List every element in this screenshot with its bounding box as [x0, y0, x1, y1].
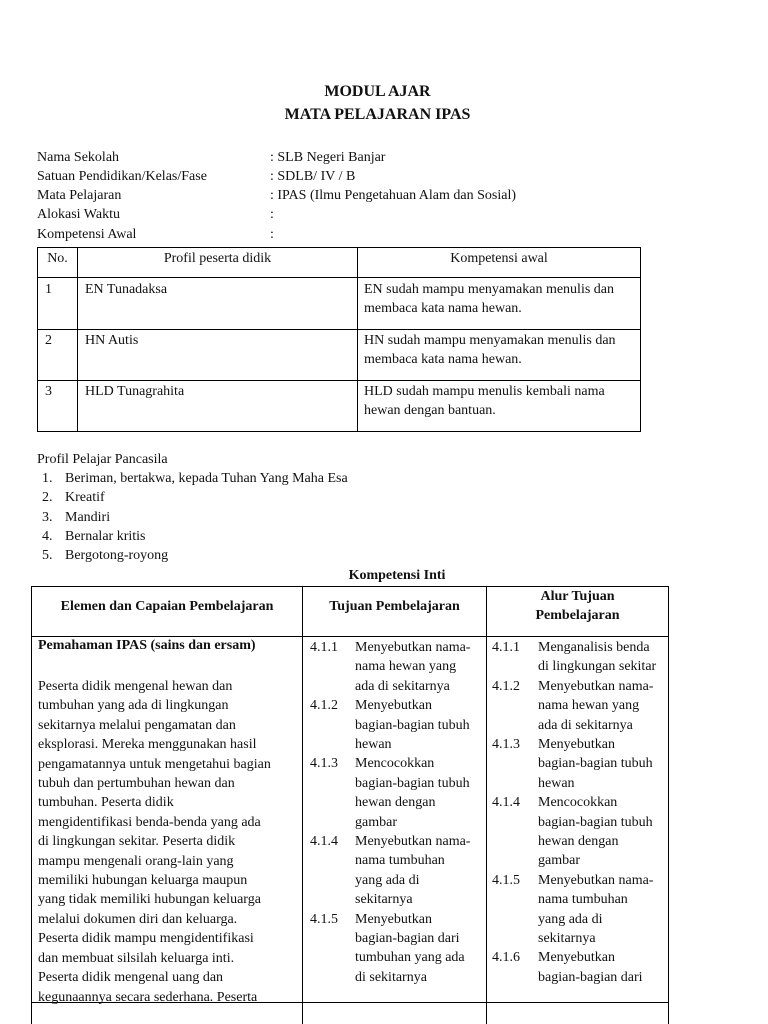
element-title: Pemahaman IPAS (sains dan ersam) [38, 638, 256, 653]
list-item [42, 548, 168, 564]
objective-item [310, 754, 486, 832]
objective-number: 4.1.6 [492, 950, 520, 966]
objective-number: 4.1.3 [310, 756, 338, 772]
objective-item [492, 871, 668, 949]
row-number: 1 [45, 282, 52, 297]
objective-item [310, 638, 486, 696]
objective-item [492, 638, 668, 677]
objective-text: bagian-bagian tubuh [355, 775, 470, 791]
element-line: Peserta didik mampu mengidentifikasi [38, 931, 254, 947]
table-border [77, 247, 78, 432]
objective-number: 4.1.5 [310, 911, 338, 927]
list-item [42, 529, 145, 545]
element-line: yang tidak memiliki hubungan keluarga [38, 892, 261, 908]
element-line: Peserta didik mengenal uang dan [38, 970, 224, 986]
table-border [37, 247, 641, 248]
objective-number: 4.1.1 [310, 640, 338, 655]
objective-text: hewan dengan [538, 833, 619, 849]
identity-label: Kompetensi Awal [37, 227, 137, 242]
element-description [38, 677, 300, 1007]
list-item [42, 471, 348, 487]
competency-line: EN sudah mampu menyamakan menulis dan [364, 282, 614, 297]
objective-text: bagian-bagian tubuh [355, 717, 470, 733]
objective-number: 4.1.2 [310, 698, 338, 714]
objective-text: hewan [355, 736, 392, 752]
objective-text: bagian-bagian dari [538, 969, 643, 984]
objective-text: tumbuhan yang ada [355, 950, 465, 966]
element-line: memiliki hubungan keluarga maupun [38, 873, 248, 889]
list-item [42, 490, 105, 506]
competency-line: HN sudah mampu menyamakan menulis dan [364, 333, 616, 348]
objective-text: Mencocokkan [355, 756, 435, 772]
objective-number: 4.1.4 [310, 834, 338, 849]
element-line: melalui dokumen diri dan keluarga. [38, 911, 238, 927]
column-header: Pembelajaran [535, 608, 620, 623]
objective-text: bagian-bagian tubuh [538, 814, 653, 830]
objective-text: hewan dengan [355, 795, 436, 811]
element-line: eksplorasi. Mereka menggunakan hasil [38, 737, 257, 753]
objective-text: nama tumbuhan [538, 892, 628, 908]
objective-number: 4.1.5 [492, 872, 520, 888]
identity-label: Alokasi Waktu [37, 207, 120, 222]
column-header: No. [47, 251, 68, 266]
column-header: Elemen dan Capaian Pembelajaran [60, 599, 274, 614]
table-border [37, 380, 641, 381]
identity-label: Mata Pelajaran [37, 188, 122, 203]
element-line: mampu mengenali orang-lain yang [38, 853, 234, 869]
list-text: Beriman, bertakwa, kepada Tuhan Yang Maha Esa [65, 471, 348, 486]
table-border [37, 247, 38, 432]
competency-line: HLD sudah mampu menulis kembali nama [364, 384, 605, 399]
objective-text: yang ada di [355, 872, 420, 888]
identity-value: : IPAS (Ilmu Pengetahuan Alam dan Sosial) [270, 188, 517, 203]
table-border [31, 586, 32, 1024]
column-header: Alur Tujuan [540, 589, 615, 604]
document-subtitle: MATA PELAJARAN IPAS [284, 106, 471, 123]
row-number: 2 [45, 333, 52, 348]
objective-text: gambar [355, 814, 397, 830]
element-line: tumbuhan. Peserta didik [38, 795, 174, 811]
identity-value: : SLB Negeri Banjar [270, 150, 386, 165]
objective-text: ada di sekitarnya [538, 717, 633, 733]
objective-text: Menyebutkan [538, 737, 615, 752]
competency-line: membaca kata nama hewan. [364, 352, 522, 367]
section-title: Kompetensi Inti [348, 568, 446, 583]
identity-value: : SDLB/ IV / B [270, 169, 356, 184]
objective-text: Menyebutkan nama- [355, 834, 471, 849]
table-border [37, 431, 641, 432]
table-border [37, 277, 641, 278]
objective-text: bagian-bagian dari [355, 930, 460, 946]
objective-text: Menyebutkan nama- [538, 872, 654, 888]
element-line: tumbuhan yang ada di lingkungan [38, 698, 229, 714]
column-header: Kompetensi awal [450, 251, 548, 266]
list-number: 3. [42, 510, 53, 525]
objective-text: Menganalisis benda [538, 640, 650, 655]
objective-text: di sekitarnya [355, 969, 427, 985]
list-item [42, 510, 110, 526]
table-border [357, 247, 358, 432]
row-number: 3 [45, 384, 52, 399]
section-heading: Profil Pelajar Pancasila [37, 452, 168, 467]
objective-text: bagian-bagian tubuh [538, 756, 653, 772]
element-line: tubuh dan pertumbuhan hewan dan [38, 776, 235, 792]
list-text: Bernalar kritis [65, 529, 146, 544]
student-profile: HLD Tunagrahita [85, 384, 185, 399]
objective-text: Menyebutkan nama- [355, 640, 471, 655]
competency-line: hewan dengan bantuan. [364, 403, 496, 418]
objective-text: di lingkungan sekitar [538, 659, 657, 675]
objective-text: Menyebutkan [355, 911, 432, 927]
column-header: Profil peserta didik [163, 251, 272, 266]
objective-text: Menyebutkan [538, 950, 615, 966]
objective-text: Mencocokkan [538, 795, 618, 811]
alur-list [492, 638, 668, 984]
table-border [668, 586, 669, 1024]
objective-text: gambar [538, 853, 580, 869]
objective-text: yang ada di [538, 911, 603, 927]
element-line: kegunaannya secara sederhana. Peserta [38, 989, 258, 1005]
objective-text: nama hewan yang [355, 659, 457, 675]
objective-number: 4.1.1 [492, 640, 520, 655]
element-line: mengidentifikasi benda-benda yang ada [38, 814, 261, 830]
objective-text: nama hewan yang [538, 698, 640, 714]
element-line: dan membuat silsilah keluarga inti. [38, 950, 235, 966]
objective-item [492, 948, 668, 984]
identity-label: Satuan Pendidikan/Kelas/Fase [37, 169, 207, 184]
document-title: MODUL AJAR [324, 83, 431, 100]
objective-text: nama tumbuhan [355, 853, 445, 869]
student-profile: HN Autis [85, 333, 139, 348]
table-border [37, 329, 641, 330]
objective-number: 4.1.2 [492, 678, 520, 694]
objective-number: 4.1.4 [492, 795, 520, 811]
identity-value: : [270, 207, 274, 222]
element-line: sekitarnya melalui pengamatan dan [38, 717, 236, 733]
list-text: Bergotong-royong [65, 548, 169, 563]
objective-item [492, 677, 668, 735]
objective-text: Menyebutkan [355, 698, 432, 714]
objective-number: 4.1.3 [492, 737, 520, 752]
identity-label: Nama Sekolah [37, 150, 120, 165]
element-line: pengamatannya untuk mengetahui bagian [38, 756, 271, 772]
objective-text: Menyebutkan nama- [538, 678, 654, 694]
list-text: Kreatif [65, 490, 105, 505]
objective-text: hewan [538, 775, 575, 791]
list-number: 5. [42, 548, 53, 563]
table-border [31, 636, 668, 637]
list-number: 4. [42, 529, 53, 544]
table-border [486, 586, 487, 1024]
objective-item [310, 832, 486, 910]
table-border [302, 586, 303, 1024]
competency-line: membaca kata nama hewan. [364, 301, 522, 316]
objective-item [492, 735, 668, 793]
list-text: Mandiri [65, 510, 111, 525]
objective-text: ada di sekitarnya [355, 678, 450, 694]
column-header: Tujuan Pembelajaran [329, 599, 460, 614]
element-line: Peserta didik mengenal hewan dan [38, 679, 233, 694]
objective-text: sekitarnya [355, 892, 413, 908]
identity-value: : [270, 227, 274, 242]
objective-item [310, 910, 486, 988]
student-profile: EN Tunadaksa [85, 282, 168, 297]
objective-item [492, 793, 668, 871]
objective-item [310, 696, 486, 754]
element-line: di lingkungan sekitar. Peserta didik [38, 834, 236, 850]
list-number: 2. [42, 490, 53, 505]
objective-text: sekitarnya [538, 930, 596, 946]
list-number: 1. [42, 471, 53, 486]
